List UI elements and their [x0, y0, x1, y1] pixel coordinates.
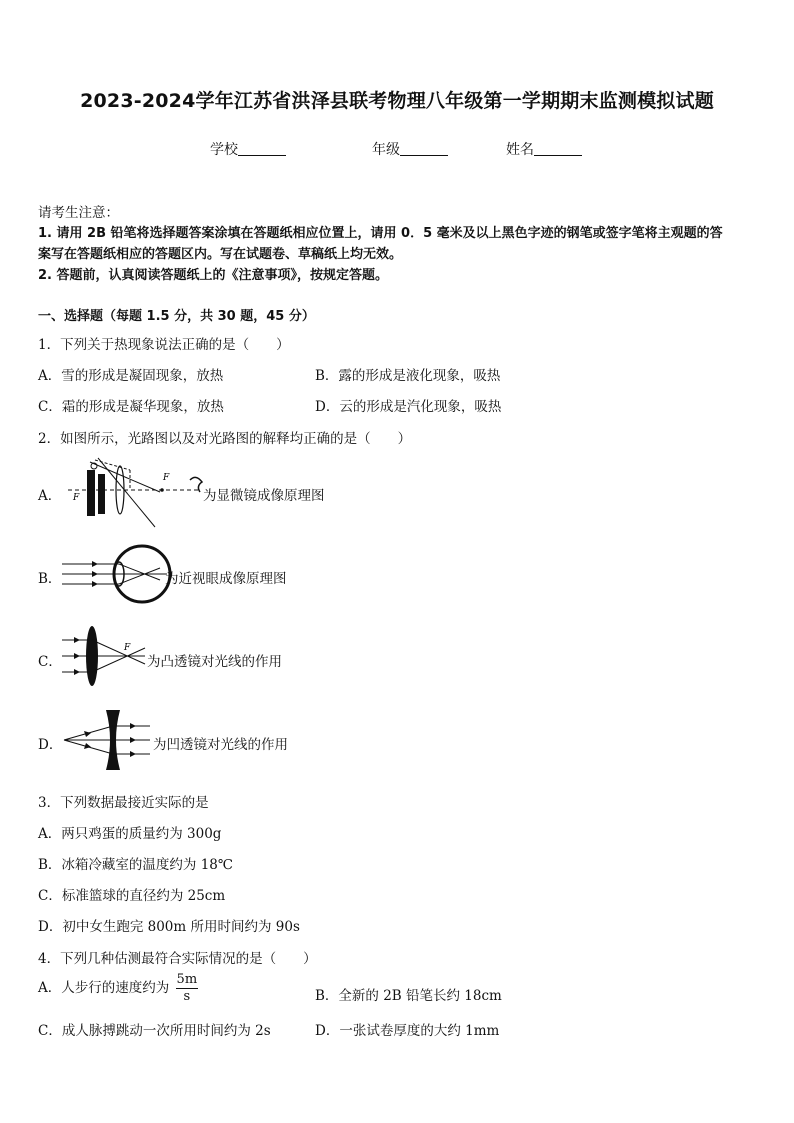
- concave-lens-diagram: [60, 708, 155, 772]
- q2-option-c-label[interactable]: C．: [38, 654, 62, 670]
- name-blank[interactable]: [534, 141, 582, 156]
- q2-option-d-text[interactable]: 为凹透镜对光线的作用: [153, 737, 288, 753]
- name-field[interactable]: [506, 139, 582, 159]
- notice-line-2: 2. 答题前，认真阅读答题纸上的《注意事项》，按规定答题。: [38, 268, 389, 283]
- q1-option-b[interactable]: B．露的形成是液化现象，吸热: [315, 368, 501, 384]
- notice-line-1a: 1. 请用 2B 铅笔将选择题答案涂填在答题纸相应位置上，请用 0．5 毫米及以上黑色字迹的钢笔或签字笔将主观题的答: [38, 226, 723, 241]
- grade-field[interactable]: [372, 139, 448, 159]
- q2-option-b-text[interactable]: 为近视眼成像原理图: [165, 571, 287, 587]
- q2-option-b-label[interactable]: B．: [38, 571, 62, 587]
- q1-option-d[interactable]: D．云的形成是汽化现象，吸热: [315, 399, 502, 415]
- q4-stem: 4．下列几种估测最符合实际情况的是（ ）: [38, 951, 317, 967]
- microscope-diagram: [60, 452, 210, 532]
- q3-stem: 3．下列数据最接近实际的是: [38, 795, 209, 811]
- school-field[interactable]: [210, 139, 286, 159]
- q4-option-a-prefix: A．人步行的速度约为: [38, 980, 170, 996]
- q2-option-d-label[interactable]: D．: [38, 737, 63, 753]
- q2-option-c-text[interactable]: 为凸透镜对光线的作用: [147, 654, 282, 670]
- q3-option-b[interactable]: B．冰箱冷藏室的温度约为 18℃: [38, 857, 233, 873]
- focal-label-right: F: [163, 473, 170, 483]
- convex-lens-diagram: [60, 624, 150, 688]
- page-title: 2023-2024学年江苏省洪泽县联考物理八年级第一学期期末监测模拟试题: [80, 90, 714, 112]
- school-blank[interactable]: [238, 141, 286, 156]
- q3-option-a[interactable]: A．两只鸡蛋的质量约为 300g: [38, 826, 222, 842]
- focal-label-left: F: [73, 493, 80, 503]
- q1-option-c[interactable]: C．霜的形成是凝华现象，放热: [38, 399, 224, 415]
- fraction-numerator: 5m: [176, 972, 198, 987]
- q2-option-a-label[interactable]: A．: [38, 488, 62, 504]
- q2-option-a-text[interactable]: 为显微镜成像原理图: [203, 488, 325, 504]
- section-heading: 一、选择题（每题 1.5 分，共 30 题，45 分）: [38, 309, 315, 324]
- q4-option-c[interactable]: C．成人脉搏跳动一次所用时间约为 2s: [38, 1023, 271, 1039]
- q4-option-b[interactable]: B．全新的 2B 铅笔长约 18cm: [315, 988, 502, 1004]
- notice-line-1b: 案写在答题纸相应的答题区内。写在试题卷、草稿纸上均无效。: [38, 247, 403, 262]
- speed-fraction: [176, 972, 199, 1005]
- q3-option-c[interactable]: C．标准篮球的直径约为 25cm: [38, 888, 226, 904]
- school-label: 学校: [210, 142, 238, 158]
- q3-option-d[interactable]: D．初中女生跑完 800m 所用时间约为 90s: [38, 919, 300, 935]
- q4-option-d[interactable]: D．一张试卷厚度的大约 1mm: [315, 1023, 500, 1039]
- q1-stem: 1．下列关于热现象说法正确的是（ ）: [38, 337, 290, 353]
- nearsighted-eye-diagram: [62, 542, 172, 606]
- grade-label: 年级: [372, 142, 400, 158]
- q2-stem: 2．如图所示，光路图以及对光路图的解释均正确的是（ ）: [38, 431, 412, 447]
- name-label: 姓名: [506, 142, 534, 158]
- q4-option-a[interactable]: [38, 972, 200, 1005]
- fraction-denominator: s: [183, 989, 191, 1004]
- q1-option-a[interactable]: A．雪的形成是凝固现象，放热: [38, 368, 224, 384]
- grade-blank[interactable]: [400, 141, 448, 156]
- notice-heading: 请考生注意：: [38, 205, 119, 221]
- focal-label-c: F: [124, 643, 131, 653]
